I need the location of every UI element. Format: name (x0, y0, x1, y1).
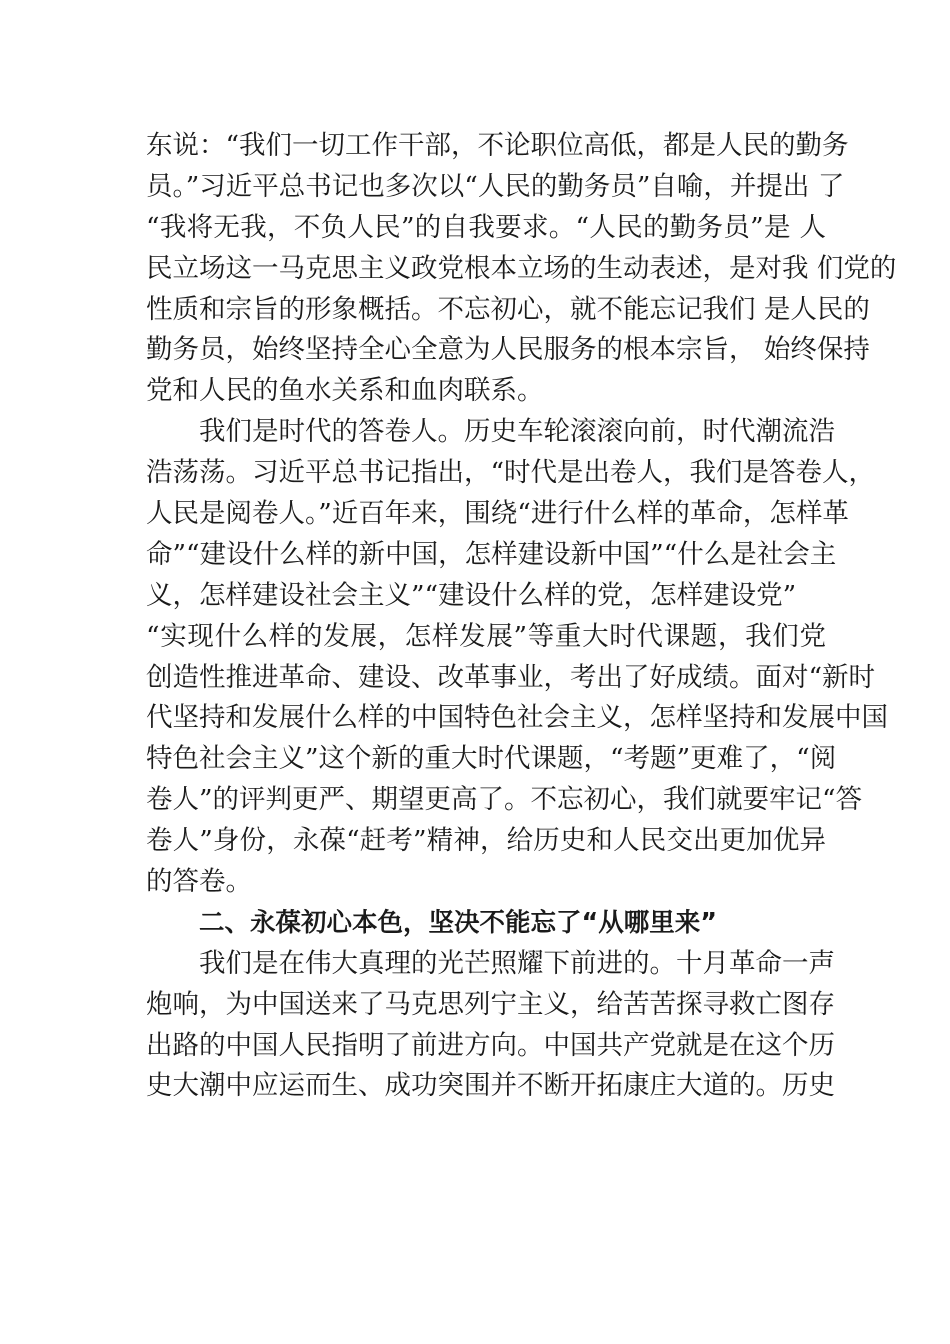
text-line: 的答卷。 (146, 866, 252, 898)
text-line: “实现什么样的发展，怎样发展”等重大时代课题，我们党 (146, 620, 826, 652)
text-line: 员。”习近平总书记也多次以“人民的勤务员”自喻，并提出 了 (146, 170, 845, 202)
paragraph-3 (146, 944, 835, 1108)
text-line: 我们是时代的答卷人。历史车轮滚滚向前，时代潮流浩 (199, 416, 835, 448)
text-line: 义，怎样建设社会主义”“建设什么样的党，怎样建设党” (146, 579, 797, 611)
text-line: 勤务员，始终坚持全心全意为人民服务的根本宗旨， 始终保持 (146, 334, 870, 366)
text-line: 创造性推进革命、建设、改革事业，考出了好成绩。面对“新时 (146, 661, 876, 693)
paragraph-2 (146, 412, 888, 903)
text-line: 浩荡荡。习近平总书记指出，“时代是出卷人，我们是答卷人， (146, 457, 876, 489)
text-line: 出路的中国人民指明了前进方向。中国共产党就是在这个历 (146, 1029, 835, 1061)
text-line: 史大潮中应运而生、成功突围并不断开拓康庄大道的。历史 (146, 1070, 835, 1102)
text-line: 东说：“我们一切工作干部，不论职位高低，都是人民的勤务 (146, 130, 849, 161)
text-line: 性质和宗旨的形象概括。不忘初心，就不能忘记我们 是人民的 (146, 293, 870, 325)
text-line: 特色社会主义”这个新的重大时代课题，“考题”更难了，“阅 (146, 743, 837, 775)
text-line: 我们是在伟大真理的光芒照耀下前进的。十月革命一声 (199, 947, 835, 979)
text-line: 卷人”的评判更严、期望更高了。不忘初心，我们就要牢记“答 (146, 784, 863, 816)
text-line: 卷人”身份，永葆“赶考”精神，给历史和人民交出更加优异 (146, 825, 826, 857)
text-line: 炮响，为中国送来了马克思列宁主义，给苦苦探寻救亡图存 (146, 988, 835, 1020)
text-line: 党和人民的鱼水关系和血肉联系。 (146, 375, 544, 407)
text-line: 命”“建设什么样的新中国，怎样建设新中国”“什么是社会主 (146, 538, 837, 570)
text-line: 民立场这一马克思主义政党根本立场的生动表述，是对我 们党的 (146, 252, 897, 284)
section-heading: 二、永葆初心本色，坚决不能忘了“从哪里来” (199, 907, 718, 938)
document-body (146, 126, 897, 1107)
text-line: 人民是阅卷人。”近百年来，围绕“进行什么样的革命，怎样革 (146, 498, 849, 530)
text-line: “我将无我，不负人民”的自我要求。“人民的勤务员”是 人 (146, 211, 826, 243)
paragraph-1 (146, 126, 897, 412)
text-line: 代坚持和发展什么样的中国特色社会主义，怎样坚持和发展中国 (146, 702, 888, 734)
